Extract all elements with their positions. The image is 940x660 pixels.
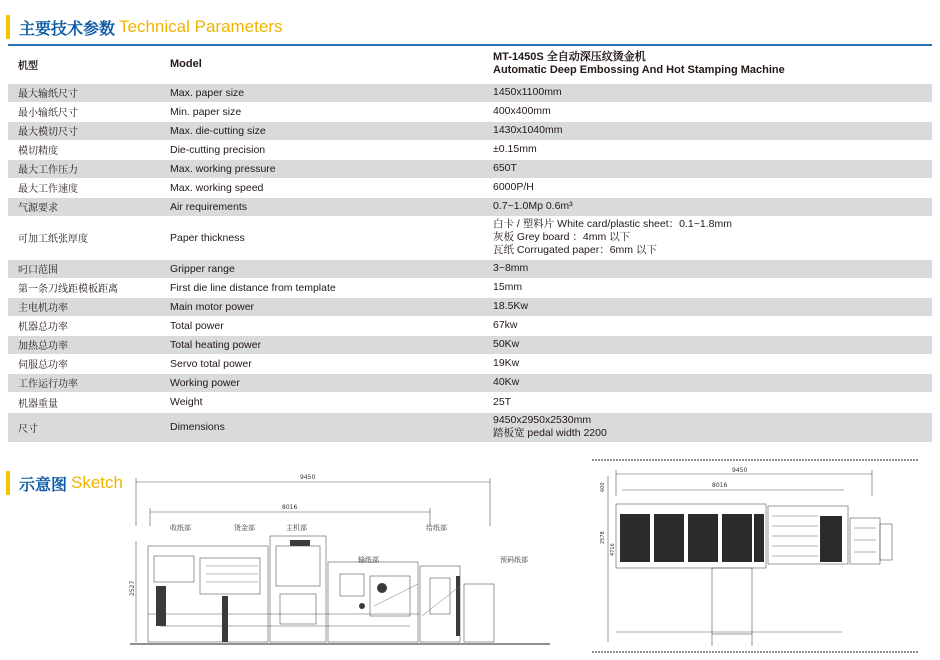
param-name-cn: 最大输纸尺寸 — [8, 83, 160, 102]
param-value — [483, 354, 932, 373]
param-value-line: 踏板宽 pedal width 2200 — [493, 427, 607, 439]
param-value — [483, 297, 932, 316]
param-name-en: Max. die-cutting size — [160, 121, 483, 140]
param-value — [483, 316, 932, 335]
param-name-en: Max. paper size — [160, 83, 483, 102]
technical-parameters-heading — [6, 14, 282, 40]
header-col-cn: 机型 — [8, 46, 160, 83]
table-row — [8, 392, 932, 412]
dim-height-label: 2527 — [129, 580, 136, 596]
param-name-en: Total power — [160, 316, 483, 335]
param-name-cn: 模切精度 — [8, 140, 160, 159]
param-value — [483, 197, 932, 216]
param-value — [483, 121, 932, 140]
heading-accent-bar — [6, 471, 10, 495]
param-name-cn: 最大工作压力 — [8, 159, 160, 178]
param-value — [483, 412, 932, 442]
param-value-line: 白卡 / 塑料片 White card/plastic sheet：0.1~1.8mm — [493, 218, 732, 230]
table-row — [8, 216, 932, 259]
param-value-line: 灰板 Grey board ：4mm 以下 — [493, 231, 631, 243]
table-row — [8, 354, 932, 373]
param-name-cn: 机器重量 — [8, 392, 160, 412]
table-row — [8, 259, 932, 278]
dim-total-label: 9450 — [300, 474, 316, 481]
param-value-line: 400x400mm — [493, 105, 551, 117]
plan-dim-inner: 8016 — [712, 482, 728, 489]
param-value — [483, 373, 932, 392]
param-name-en: Max. working speed — [160, 178, 483, 197]
param-name-en: Servo total power — [160, 354, 483, 373]
table-row — [8, 178, 932, 197]
label-pre-stack: 预码纸部 — [500, 556, 528, 564]
param-value-line: 650T — [493, 162, 517, 174]
param-value-line: ±0.15mm — [493, 143, 537, 155]
machine-model-name: MT-1450S 全自动深压纹烫金机 — [493, 51, 646, 64]
plan-dim-top: 600 — [600, 482, 606, 492]
param-name-en: Working power — [160, 373, 483, 392]
param-value-line: 3~8mm — [493, 262, 529, 274]
param-name-en: Die-cutting precision — [160, 140, 483, 159]
param-value — [483, 278, 932, 297]
table-row — [8, 102, 932, 121]
machine-model-desc: Automatic Deep Embossing And Hot Stamping Machine — [493, 64, 785, 77]
param-value — [483, 102, 932, 121]
header-col-model: Model — [160, 46, 483, 83]
label-feeder: 给纸部 — [426, 524, 447, 532]
table-row — [8, 316, 932, 335]
table-row — [8, 412, 932, 442]
param-name-en: Gripper range — [160, 259, 483, 278]
param-value-line: 50Kw — [493, 338, 520, 350]
param-name-en: Total heating power — [160, 335, 483, 354]
top-plan-svg — [592, 456, 918, 656]
param-name-en: Air requirements — [160, 197, 483, 216]
param-name-en: Min. paper size — [160, 102, 483, 121]
param-value-line: 瓦纸 Corrugated paper：6mm 以下 — [493, 244, 657, 256]
sketch-heading — [6, 470, 123, 496]
param-value — [483, 83, 932, 102]
param-name-en: Main motor power — [160, 297, 483, 316]
param-name-cn: 最大工作速度 — [8, 178, 160, 197]
plan-dim-total: 9450 — [732, 467, 748, 474]
param-value-line: 15mm — [493, 281, 523, 293]
param-value — [483, 178, 932, 197]
heading-title-en: Technical Parameters — [119, 17, 283, 36]
table-row — [8, 373, 932, 392]
table-row — [8, 159, 932, 178]
param-value-line: 19Kw — [493, 357, 520, 369]
param-name-cn: 工作运行功率 — [8, 373, 160, 392]
param-value-line: 9450x2950x2530mm — [493, 414, 592, 426]
param-name-en: Paper thickness — [160, 216, 483, 259]
heading-title-cn: 主要技术参数 — [19, 18, 116, 38]
dim-inner-label: 8016 — [282, 504, 298, 511]
header-col-machine — [483, 46, 932, 83]
param-name-cn: 叼口范围 — [8, 259, 160, 278]
table-row — [8, 83, 932, 102]
heading-accent-bar — [6, 15, 10, 39]
param-name-en: Max. working pressure — [160, 159, 483, 178]
param-value-line: 18.5Kw — [493, 300, 529, 312]
label-main: 主机部 — [286, 524, 307, 532]
param-value — [483, 140, 932, 159]
param-name-cn: 气源要求 — [8, 197, 160, 216]
param-name-cn: 伺服总功率 — [8, 354, 160, 373]
param-value — [483, 216, 932, 259]
heading-title-en: Sketch — [71, 473, 123, 492]
table-header-row — [8, 46, 932, 83]
param-name-cn: 第一条刀线距模板距离 — [8, 278, 160, 297]
table-row — [8, 121, 932, 140]
param-name-cn: 加热总功率 — [8, 335, 160, 354]
heading-title-cn: 示意图 — [19, 474, 68, 494]
parameters-table — [8, 46, 932, 443]
param-name-cn: 最大模切尺寸 — [8, 121, 160, 140]
param-value — [483, 159, 932, 178]
param-value-line: 6000P/H — [493, 181, 534, 193]
plan-dim-mid: 2578 — [600, 531, 606, 544]
param-value-line: 67kw — [493, 319, 518, 331]
param-name-en: Weight — [160, 392, 483, 412]
param-name-cn: 主电机功率 — [8, 297, 160, 316]
param-name-en: Dimensions — [160, 412, 483, 442]
top-plan-drawing — [592, 456, 918, 656]
param-value — [483, 335, 932, 354]
param-name-cn: 尺寸 — [8, 412, 160, 442]
param-value — [483, 392, 932, 412]
label-stamping: 烫金部 — [234, 524, 255, 532]
table-row — [8, 278, 932, 297]
side-elevation-svg — [130, 466, 558, 656]
param-name-en: First die line distance from template — [160, 278, 483, 297]
param-value-line: 1430x1040mm — [493, 124, 563, 136]
param-name-cn: 最小输纸尺寸 — [8, 102, 160, 121]
plan-dim-lower: 4716 — [610, 543, 616, 556]
table-row — [8, 197, 932, 216]
table-row — [8, 140, 932, 159]
param-name-cn: 可加工纸张厚度 — [8, 216, 160, 259]
param-value-line: 40Kw — [493, 376, 520, 388]
param-value-line: 0.7~1.0Mp 0.6m³ — [493, 200, 573, 212]
label-feeding: 输纸部 — [358, 556, 379, 564]
param-value — [483, 259, 932, 278]
side-elevation-drawing — [130, 466, 558, 656]
param-value-line: 25T — [493, 395, 512, 408]
table-row — [8, 297, 932, 316]
table-row — [8, 335, 932, 354]
param-name-cn: 机器总功率 — [8, 316, 160, 335]
label-delivery: 收纸部 — [170, 524, 191, 532]
param-value-line: 1450x1100mm — [493, 86, 562, 98]
